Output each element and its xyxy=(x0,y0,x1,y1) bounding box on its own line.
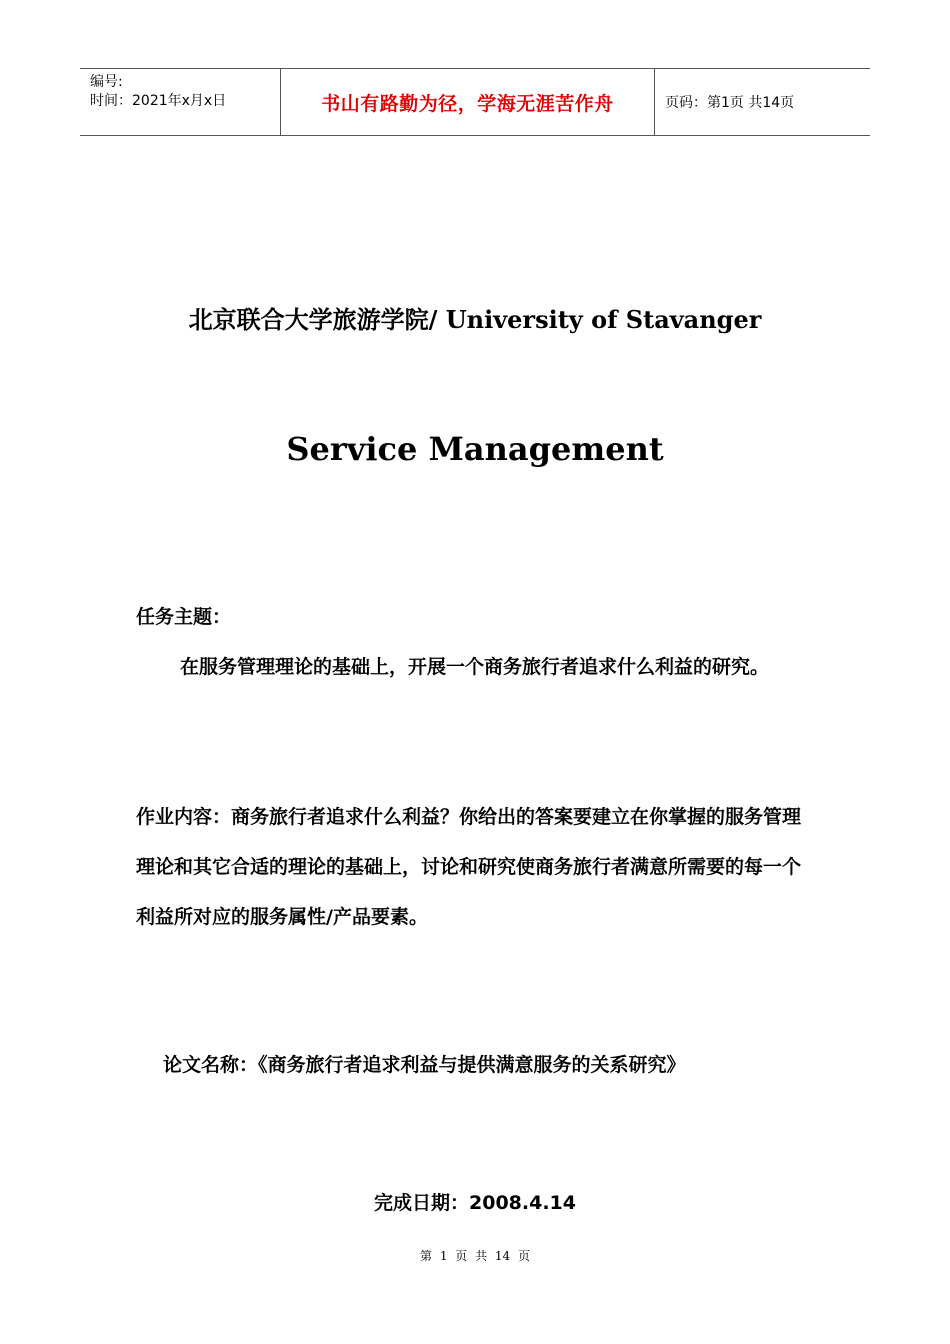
page-footer: 第 1 页 共 14 页 xyxy=(420,1249,530,1263)
header-left-cell xyxy=(80,69,281,135)
completion-date: 完成日期：2008.4.14 xyxy=(374,1192,576,1214)
serial-number-label: 编号: xyxy=(90,74,123,90)
course-title: Service Management xyxy=(286,430,664,468)
page-info: 页码：第1页 共14页 xyxy=(665,95,795,111)
thesis-title: 论文名称：《商务旅行者追求利益与提供满意服务的关系研究》 xyxy=(163,1054,686,1076)
assignment-content: 作业内容：商务旅行者追求什么利益？你给出的答案要建立在你掌握的服务管理理论和其它合适的理论的基础上，讨论和研究使商务旅行者满意所需要的每一个利益所对应的服务属性/产品要素。 xyxy=(136,806,802,928)
motto-text: 书山有路勤为径，学海无涯苦作舟 xyxy=(321,92,614,115)
document-header-table xyxy=(80,68,870,136)
header-motto-cell xyxy=(281,69,655,135)
task-topic-description: 在服务管理理论的基础上，开展一个商务旅行者追求什么利益的研究。 xyxy=(180,656,770,678)
date-label: 时间：2021年x月x日 xyxy=(90,93,227,109)
institution-title: 北京联合大学旅游学院/ University of Stavanger xyxy=(188,305,762,334)
header-page-cell xyxy=(655,69,870,135)
task-topic-label: 任务主题： xyxy=(136,606,232,628)
